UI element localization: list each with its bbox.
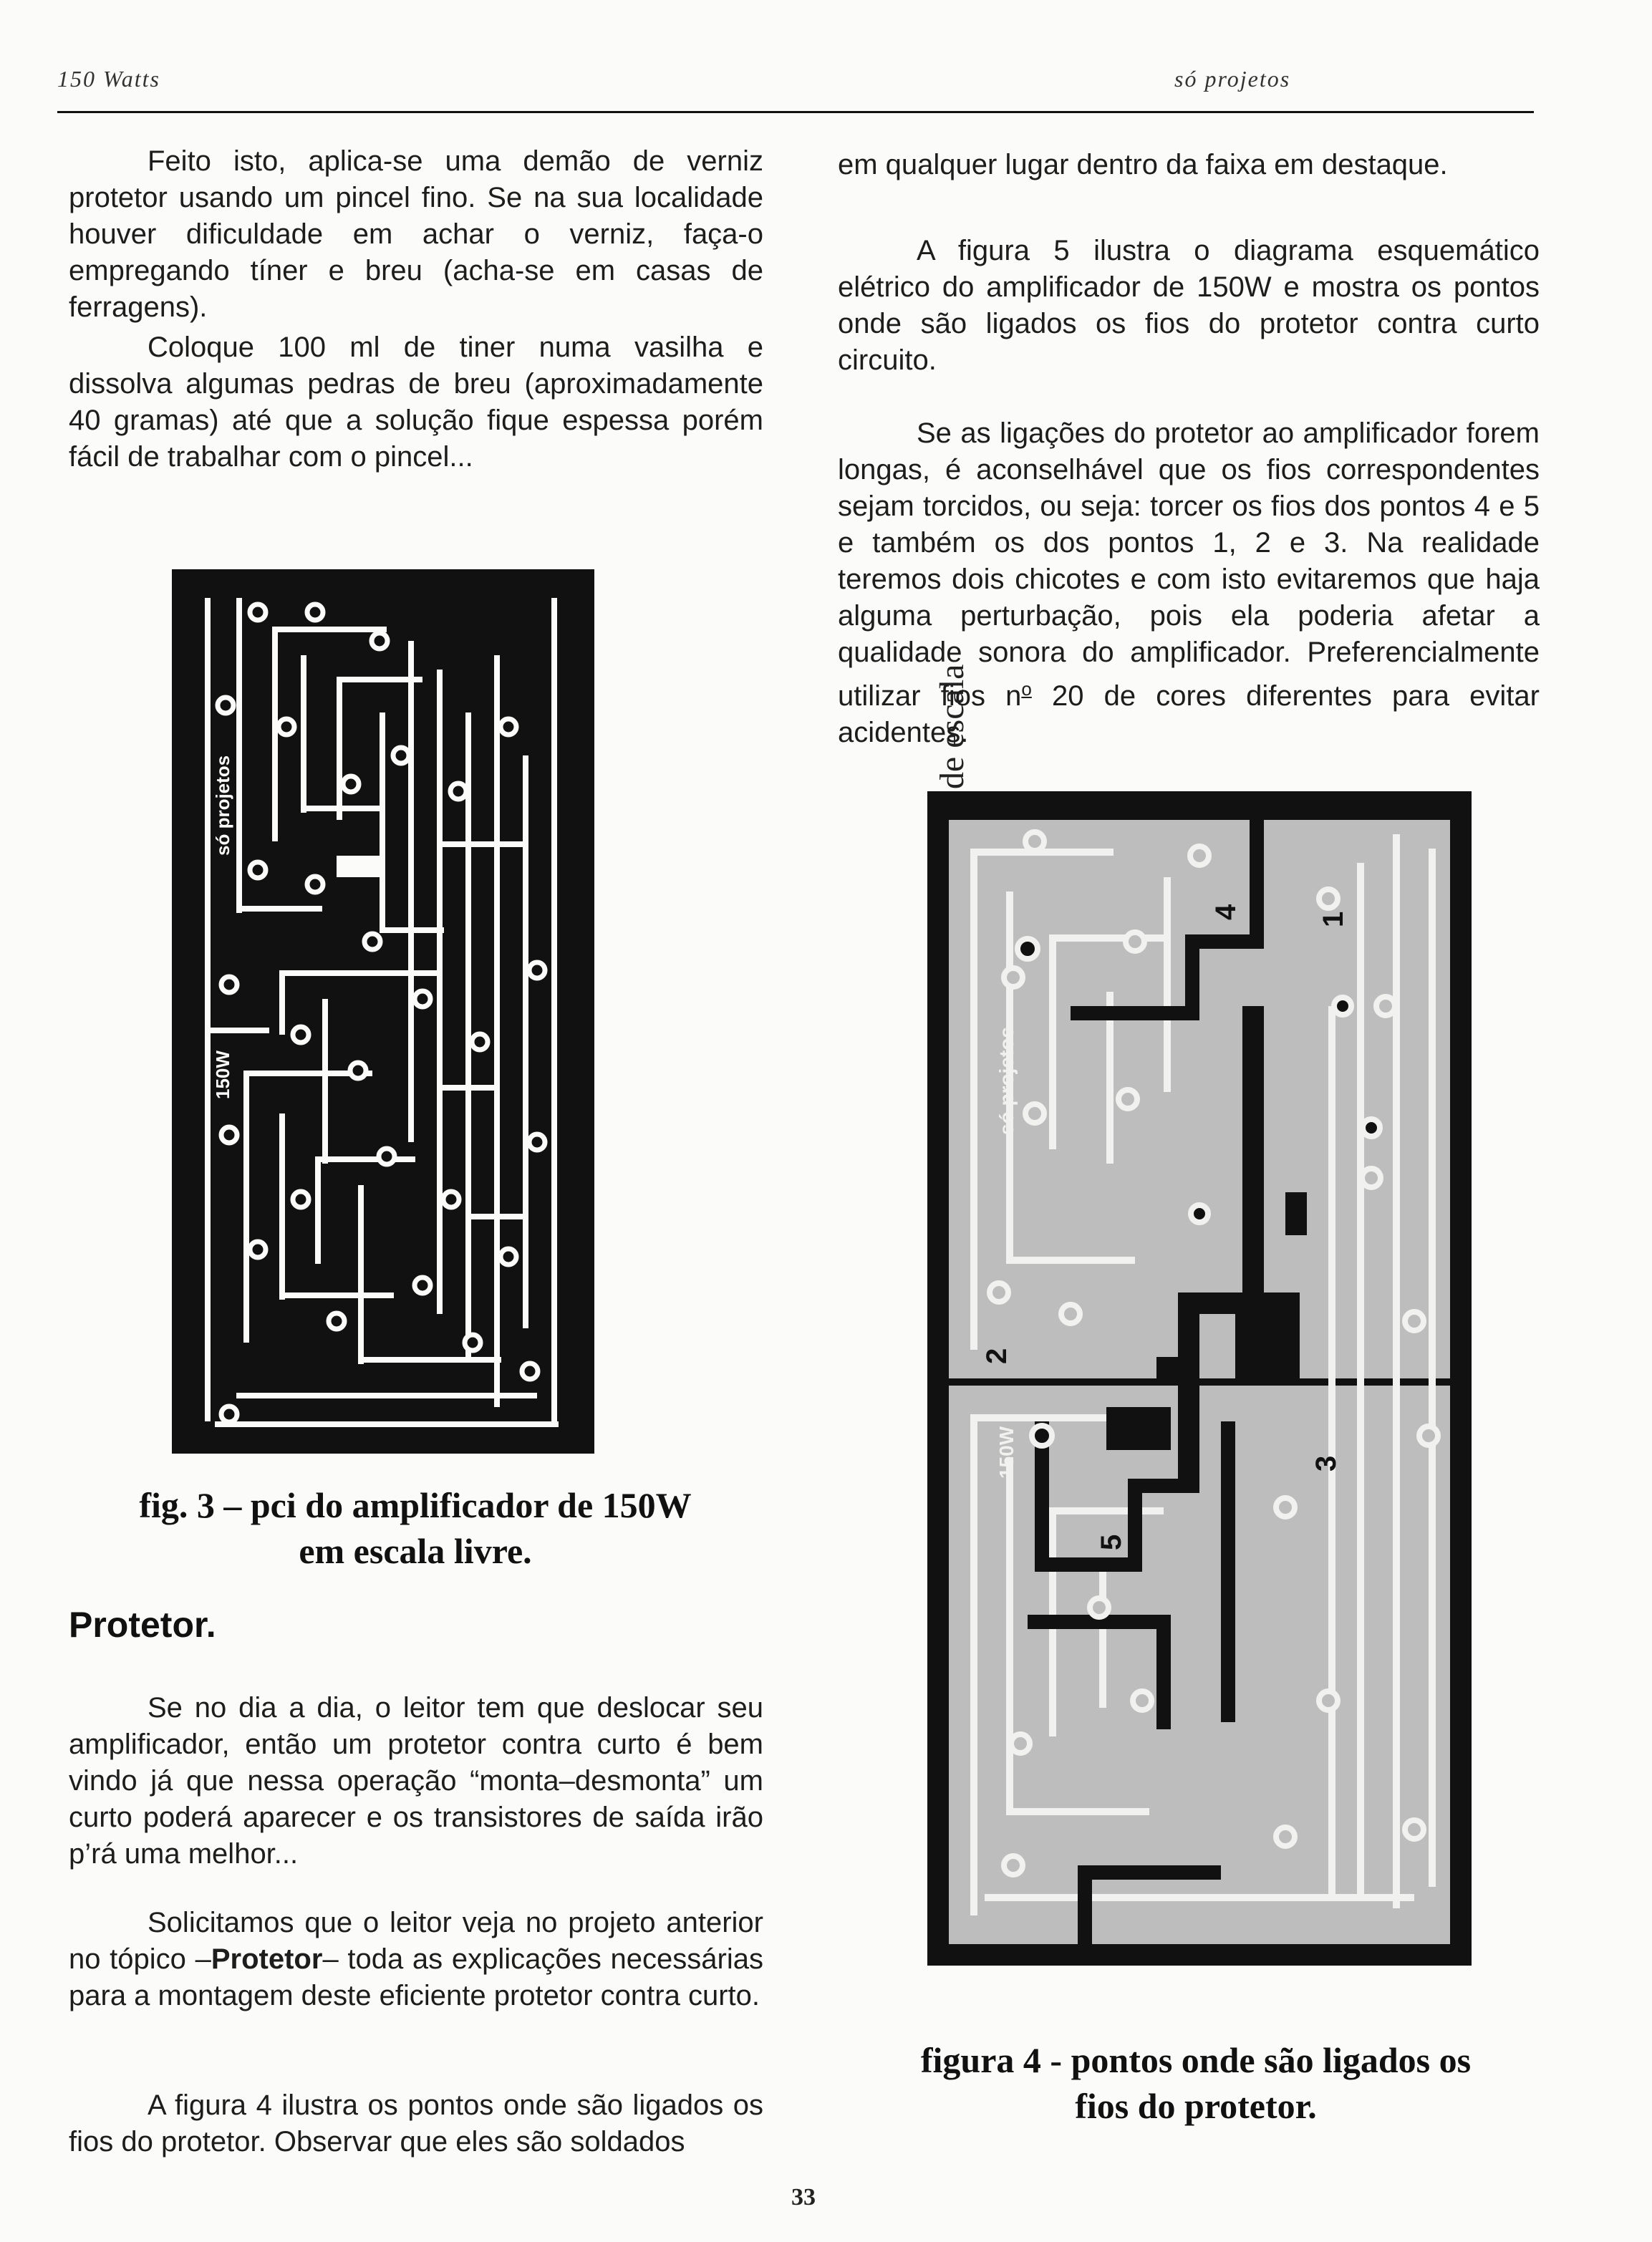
figure-4-caption-line-1: figura 4 - pontos onde são ligados os bbox=[920, 2040, 1472, 2080]
left-paragraph-1: Feito isto, aplica-se uma demão de verniz protetor usando um pincel fino. Se na sua localidade houver dificuldade em achar o verniz, faça-o empregando tíner e breu (acha-se em casas de ferragens). bbox=[69, 145, 763, 323]
running-header-title: 150 Watts bbox=[57, 66, 160, 92]
point-label-1: 1 bbox=[1318, 911, 1349, 927]
figure-3-caption-line-2: em escala livre. bbox=[299, 1531, 532, 1571]
fig4-board-label-bottom: 150W bbox=[995, 1426, 1018, 1479]
page-number: 33 bbox=[791, 2184, 816, 2210]
fig3-board-label-top: só projetos bbox=[212, 755, 233, 856]
right-paragraph-3-a: Se as ligações do protetor ao amplificador forem longas, é aconselhável que os fios correspondentes sejam torcidos, ou seja: torcer os fios dos pontos 4 e 5 e também os dos pontos 1, 2 e 3. Na realidade teremos dois chicotes e com isto evitaremos que haja alguma perturbação, pois ela poderia afetar a qualidade sonora do amplificador. Preferencialmente utilizar fios n bbox=[838, 417, 1540, 712]
right-paragraph-3 bbox=[838, 415, 1540, 751]
figure-3-pcb bbox=[172, 569, 594, 1454]
left-paragraph-4-a: Solicitamos que o leitor veja no projeto anterior no tópico – bbox=[69, 1907, 763, 1975]
running-header-section: só projetos bbox=[1174, 66, 1291, 92]
point-label-4: 4 bbox=[1210, 904, 1242, 920]
figure-3-caption-line-1: fig. 3 – pci do amplificador de 150W bbox=[139, 1485, 692, 1525]
header-rule bbox=[57, 111, 1534, 113]
figure-4-caption-line-2: fios do protetor. bbox=[1075, 2086, 1317, 2126]
point-label-3: 3 bbox=[1310, 1455, 1342, 1472]
fig4-board-label-top: só projetos bbox=[995, 1027, 1018, 1135]
left-paragraph-4 bbox=[69, 1905, 763, 2014]
point-label-2: 2 bbox=[981, 1348, 1013, 1364]
right-paragraph-2: A figura 5 ilustra o diagrama esquemático elétrico do amplificador de 150W e mostra os pontos onde são ligados os fios do protetor contra curto circuito. bbox=[838, 235, 1540, 376]
number-superscript: o bbox=[1021, 678, 1032, 700]
section-heading-protetor: Protetor. bbox=[69, 1605, 216, 1645]
left-paragraph-4-bold: Protetor bbox=[211, 1943, 323, 1975]
left-paragraph-3: Se no dia a dia, o leitor tem que deslocar seu amplificador, então um protetor contra curto é bem vindo já que nessa operação “monta–desmonta” um curto poderá aparecer e os transistores de saída irão p’rá uma melhor... bbox=[69, 1692, 763, 1870]
left-paragraph-2: Coloque 100 ml de tiner numa vasilha e dissolva algumas pedras de breu (aproximadamente 40 gramas) até que a solução fique espessa porém fácil de trabalhar com o pincel... bbox=[69, 332, 763, 473]
left-paragraph-5: A figura 4 ilustra os pontos onde são ligados os fios do protetor. Observar que eles são soldados bbox=[69, 2089, 763, 2158]
point-label-5: 5 bbox=[1096, 1534, 1127, 1550]
right-paragraph-1: em qualquer lugar dentro da faixa em destaque. bbox=[838, 149, 1448, 180]
fig3-board-label-bottom: 150W bbox=[212, 1050, 233, 1099]
right-paragraph-3-b: 20 de cores diferentes para evitar acidentes. bbox=[838, 680, 1540, 748]
left-paragraph-4-c: – toda as explicações necessárias para a montagem deste eficiente protetor contra curto. bbox=[69, 1943, 763, 2011]
figure-3-side-note: de escala bbox=[933, 664, 971, 790]
figure-4-pcb bbox=[927, 791, 1493, 1966]
